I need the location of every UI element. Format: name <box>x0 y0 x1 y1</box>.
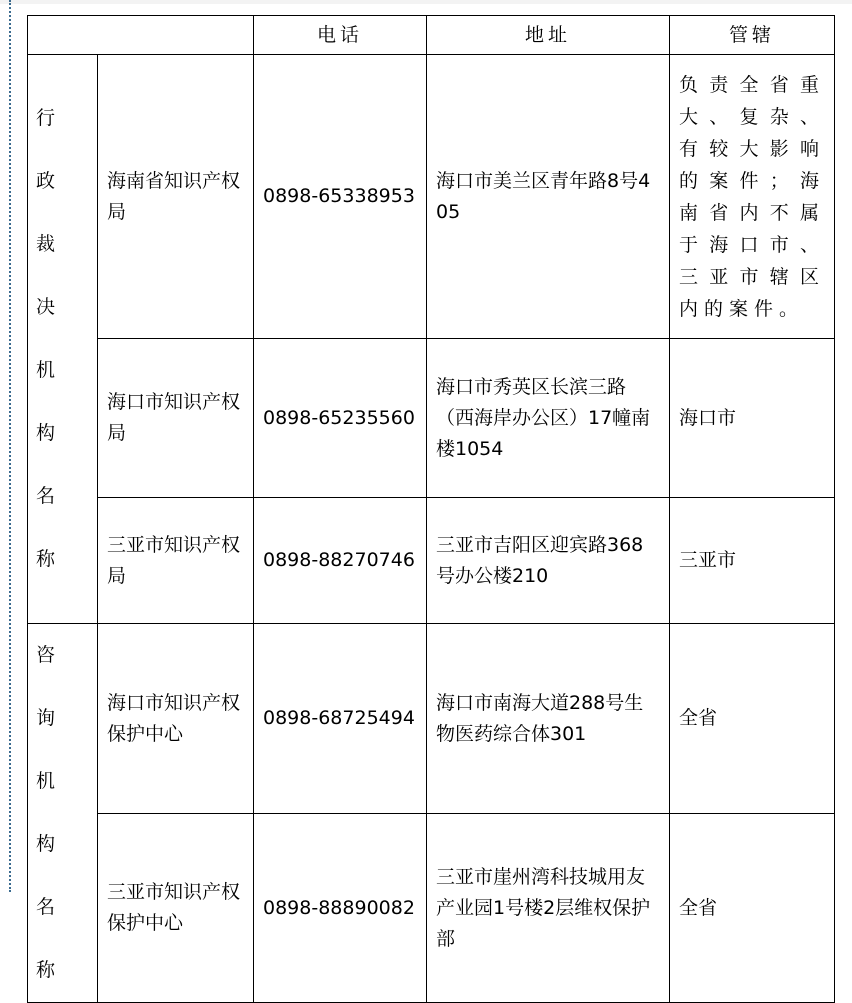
table-row <box>28 814 835 1003</box>
agency-jurisdiction: 海口市 <box>670 339 835 498</box>
agency-name: 三亚市知识产权局 <box>98 498 254 624</box>
table-row <box>28 55 835 339</box>
header-address: 地址 <box>427 16 670 55</box>
agency-address: 海口市秀英区长滨三路（西海岸办公区）17幢南楼1054 <box>427 339 670 498</box>
agency-name: 海口市知识产权局 <box>98 339 254 498</box>
agency-jurisdiction: 负责全省重大、复杂、有较大影响的案件；海南省内不属于海口市、三亚市辖区内的案件。 <box>670 55 835 339</box>
category-consulting: 咨询机构名称 <box>28 624 98 1003</box>
margin-guide-line <box>9 0 11 892</box>
table-row <box>28 498 835 624</box>
agency-name: 海口市知识产权保护中心 <box>98 624 254 814</box>
agency-jurisdiction: 全省 <box>670 624 835 814</box>
agency-address: 海口市美兰区青年路8号405 <box>427 55 670 339</box>
agency-address: 三亚市崖州湾科技城用友产业园1号楼2层维权保护部 <box>427 814 670 1003</box>
agency-phone: 0898-88890082 <box>254 814 427 1003</box>
agency-phone: 0898-65338953 <box>254 55 427 339</box>
header-phone: 电话 <box>254 16 427 55</box>
agency-address: 海口市南海大道288号生物医药综合体301 <box>427 624 670 814</box>
top-toolbar-strip <box>0 0 852 4</box>
agency-jurisdiction: 全省 <box>670 814 835 1003</box>
agency-address: 三亚市吉阳区迎宾路368号办公楼210 <box>427 498 670 624</box>
table-header-row <box>28 16 835 55</box>
table-row <box>28 339 835 498</box>
header-jurisdiction: 管辖 <box>670 16 835 55</box>
agency-phone: 0898-65235560 <box>254 339 427 498</box>
ip-agency-table <box>27 15 835 1003</box>
category-admin-ruling: 行政裁决机构名称 <box>28 55 98 624</box>
header-blank-cell <box>28 16 254 55</box>
agency-phone: 0898-68725494 <box>254 624 427 814</box>
agency-jurisdiction: 三亚市 <box>670 498 835 624</box>
agency-name: 三亚市知识产权保护中心 <box>98 814 254 1003</box>
agency-name: 海南省知识产权局 <box>98 55 254 339</box>
table-row <box>28 624 835 814</box>
agency-phone: 0898-88270746 <box>254 498 427 624</box>
